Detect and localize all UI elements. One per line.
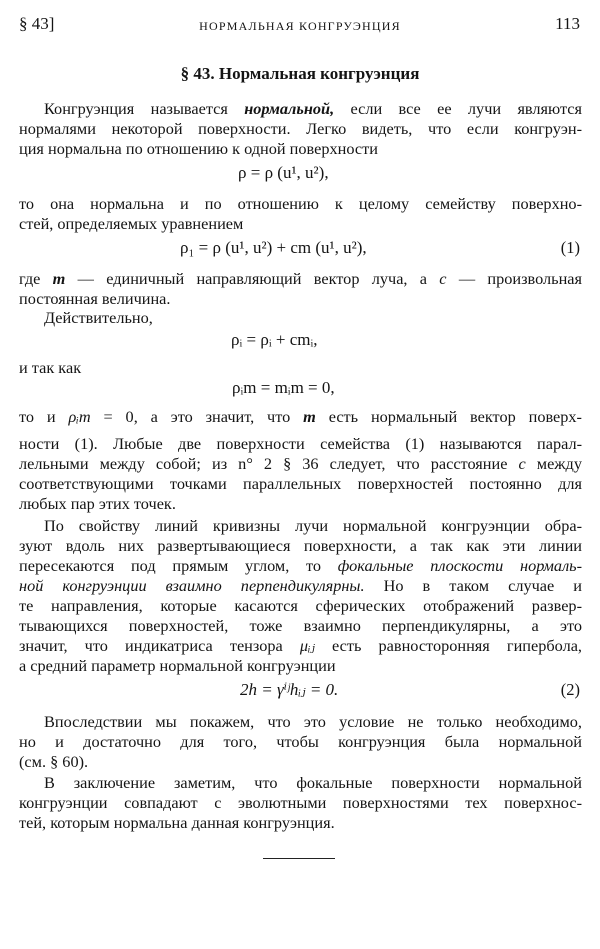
paragraph-5-line-1: и так как	[19, 358, 82, 377]
paragraph-7-line-5: те направления, которые касаются сферических отображений развер-	[19, 596, 582, 615]
formula-rho-i-m: ρᵢm = mᵢm = 0,	[232, 378, 335, 397]
paragraph-7-line-1: По свойству линий кривизны лучи нормальной конгруэнции обра-	[44, 516, 582, 535]
paragraph-8-line-3: (см. § 60).	[19, 752, 89, 771]
paragraph-3-line-2: постоянная величина.	[19, 289, 171, 308]
paragraph-6-line-2: ности (1). Любые две поверхности семейства (1) называются парал-	[19, 434, 582, 453]
paragraph-8-line-2: но и достаточно для того, чтобы конгруэнция была нормальной	[19, 732, 582, 751]
paragraph-8-line-1: Впоследствии мы покажем, что это условие не только необходимо,	[44, 712, 582, 731]
paragraph-2-line-2: стей, определяемых уравнением	[19, 214, 244, 233]
running-header: НОРМАЛЬНАЯ КОНГРУЭНЦИЯ	[199, 19, 401, 33]
paragraph-3-line-1: где m — единичный направляющий вектор луча, а c — произвольная	[19, 269, 583, 288]
paragraph-7-line-8: а средний параметр нормальной конгруэнции	[19, 656, 336, 675]
page-number: 113	[555, 14, 580, 33]
paragraph-7-line-6: тывающихся поверхностей, тоже взаимно перпендикулярны, а это	[19, 616, 582, 635]
section-title: § 43. Нормальная конгруэнция	[180, 64, 420, 83]
paragraph-1-line-3: ция нормальна по отношению к одной поверхности	[19, 139, 378, 158]
equation-number-2: (2)	[560, 680, 580, 699]
paragraph-1-line-1: Конгруэнция называется нормальной, если все ее лучи являются	[44, 99, 582, 118]
end-rule	[263, 858, 335, 859]
formula-rho: ρ = ρ (u¹, u²),	[238, 163, 329, 182]
paragraph-4-line-1: Действительно,	[44, 308, 153, 327]
paragraph-6-line-4: соответствующими точками параллельных поверхностей постоянно для	[19, 474, 582, 493]
formula-rho-i: ρᵢ = ρᵢ + cmᵢ,	[231, 330, 318, 349]
formula-2h: 2h = γⁱʲhᵢⱼ = 0.	[240, 680, 339, 699]
paragraph-9-line-1: В заключение заметим, что фокальные поверхности нормальной	[44, 773, 582, 792]
paragraph-7-line-7: значит, что индикатриса тензора μᵢⱼ есть равносторонняя гипербола,	[19, 636, 582, 655]
paragraph-9-line-3: тей, которым нормальна данная конгруэнция.	[19, 813, 335, 832]
paragraph-7-line-3: пересекаются под прямым углом, то фокальные плоскости нормаль-	[19, 556, 583, 575]
formula-rho1: ρ₁ = ρ (u¹, u²) + cm (u¹, u²),	[180, 238, 367, 257]
paragraph-1-line-2: нормалями некоторой поверхности. Легко видеть, что если конгруэн-	[19, 119, 582, 138]
paragraph-7-line-4: ной конгруэнции взаимно перпендикулярны. Но в таком случае и	[19, 576, 583, 595]
paragraph-6-line-1: то и ρᵢm = 0, а это значит, что m есть нормальный вектор поверх-	[19, 407, 582, 426]
paragraph-2-line-1: то она нормальна и по отношению к целому семейству поверхно-	[19, 194, 582, 213]
paragraph-9-line-2: конгруэнции совпадают с эволютными поверхностями тех поверхнос-	[19, 793, 582, 812]
paragraph-6-line-3: лельными между собой; из n° 2 § 36 следует, что расстояние c между	[19, 454, 582, 473]
header-section-ref: § 43]	[19, 14, 55, 33]
equation-number-1: (1)	[560, 238, 580, 257]
paragraph-6-line-5: любых пар этих точек.	[19, 494, 176, 513]
paragraph-7-line-2: зуют вдоль них развертывающиеся поверхности, а так как эти линии	[19, 536, 582, 555]
